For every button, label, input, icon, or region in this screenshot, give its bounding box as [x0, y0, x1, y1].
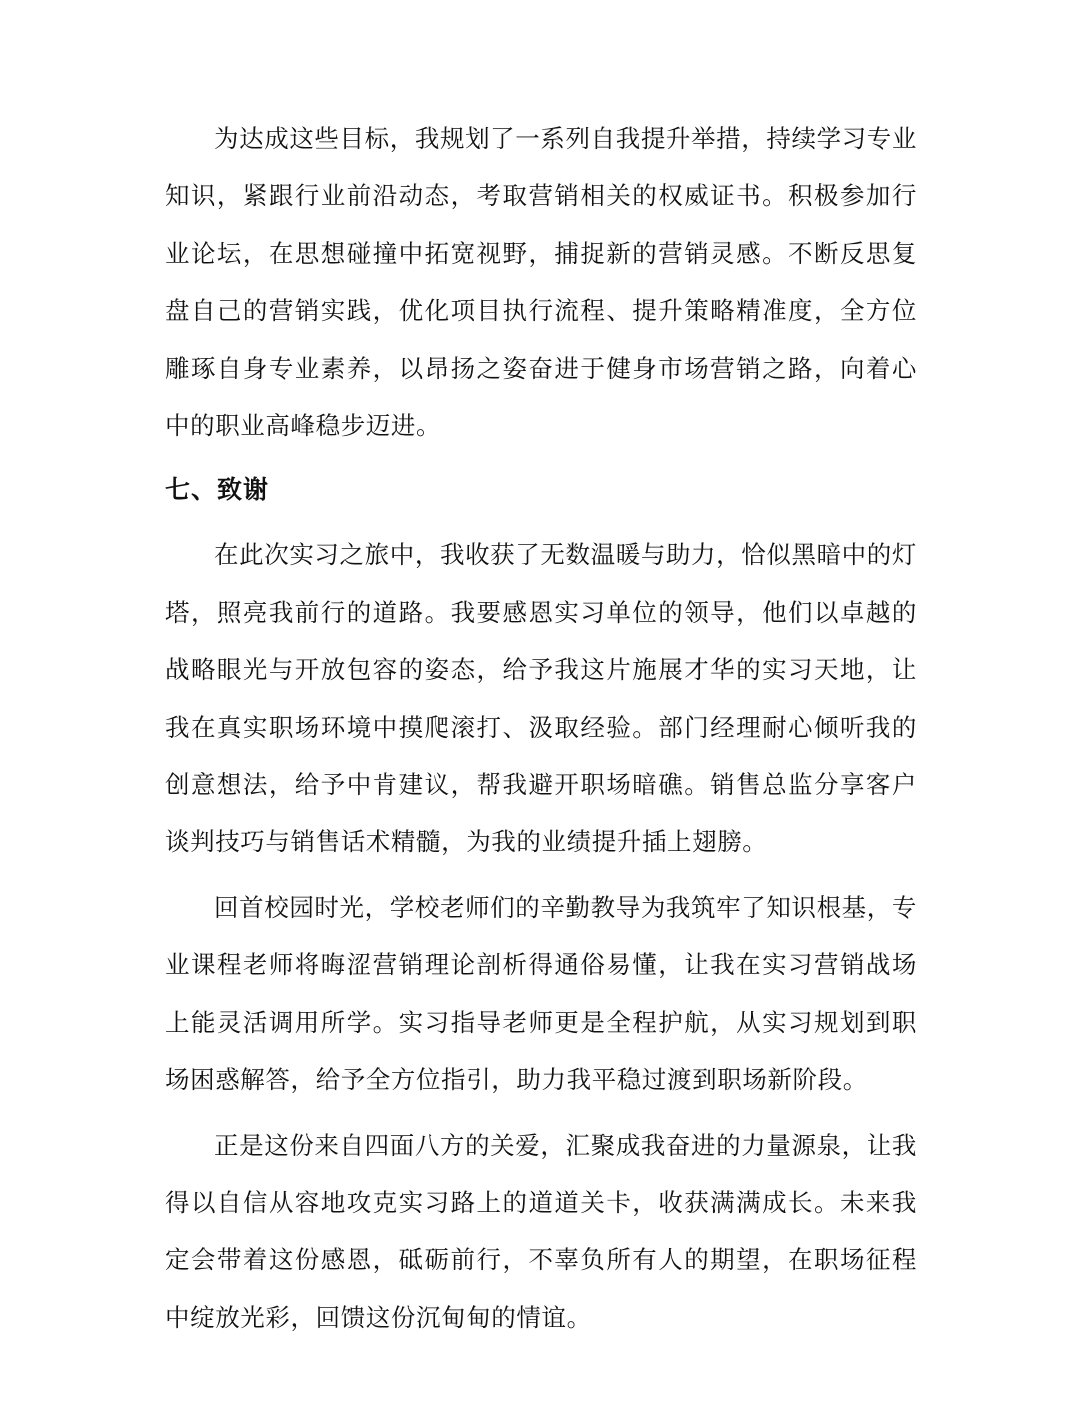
- paragraph-self-improvement: 为达成这些目标，我规划了一系列自我提升举措，持续学习专业知识，紧跟行业前沿动态，考取营销相关的权威证书。积极参加行业论坛，在思想碰撞中拓宽视野，捕捉新的营销灵感。不断反思复盘自己的营销实践，优化项目执行流程、提升策略精准度，全方位雕琢自身专业素养，以昂扬之姿奋进于健身市场营销之路，向着心中的职业高峰稳步迈进。: [165, 124, 917, 441]
- paragraph-spacer: [165, 518, 917, 526]
- paragraph-thanks-teachers: 回首校园时光，学校老师们的辛勤教导为我筑牢了知识根基，专业课程老师将晦涩营销理论剖析得通俗易懂，让我在实习营销战场上能灵活调用所学。实习指导老师更是全程护航，从实习规划到职场困惑解答，给予全方位指引，助力我平稳过渡到职场新阶段。: [165, 892, 917, 1095]
- paragraph-spacer: [165, 871, 917, 879]
- paragraph-closing: 正是这份来自四面八方的关爱，汇聚成我奋进的力量源泉，让我得以自信从容地攻克实习路上的道道关卡，收获满满成长。未来我定会带着这份感恩，砥砺前行，不辜负所有人的期望，在职场征程中绽放光彩，回馈这份沉甸甸的情谊。: [165, 1130, 917, 1332]
- document-body: [165, 110, 917, 1346]
- paragraph-spacer: [165, 454, 917, 462]
- paragraph-spacer: [165, 1109, 917, 1117]
- paragraph-thanks-company: 在此次实习之旅中，我收获了无数温暖与助力，恰似黑暗中的灯塔，照亮我前行的道路。我要感恩实习单位的领导，他们以卓越的战略眼光与开放包容的姿态，给予我这片施展才华的实习天地，让我在真实职场环境中摸爬滚打、汲取经验。部门经理耐心倾听我的创意想法，给予中肯建议，帮我避开职场暗礁。销售总监分享客户谈判技巧与销售话术精髓，为我的业绩提升插上翅膀。: [165, 540, 917, 857]
- section-heading-acknowledgements: 七、致谢: [165, 475, 270, 505]
